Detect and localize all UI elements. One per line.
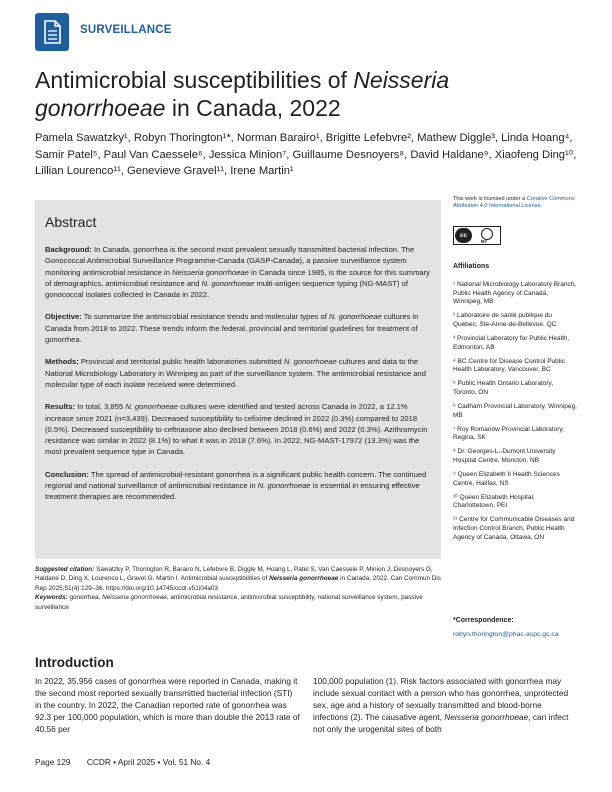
document-icon xyxy=(35,13,69,51)
page-number: Page 129 xyxy=(35,757,71,767)
by-label: BY xyxy=(481,239,488,244)
abstract-conclusion: Conclusion: The spread of antimicrobial-resistant gonorrhea is a significant public health concern. The continued regional and national surveillance of antimicrobial resistance in N. gonorrhoeae is essential in ensuring effective treatment therapies are recommended. xyxy=(45,469,427,502)
abstract-background: Background: In Canada, gonorrhea is the second most prevalent sexually transmitted bacterial infection. The Gonococcal Antimicrobial Surveillance Programme-Canada (GASP-Canada), a passive surveillance system monitoring antimicrobial resistance in Neisseria gonorrhoeae in Canada since 1985, is the source for this summary of demographics, antimicrobial resistance and N. gonorrhoeae multi-antigen sequence typing (NG-MAST) of gonococcal isolates collected in Canada in 2022. xyxy=(45,245,430,300)
affiliation-item: ⁸ Dr. Georges-L.-Dumont University Hospital Centre, Moncton, NB xyxy=(453,448,556,464)
author-list: Pamela Sawatzky¹, Robyn Thorington¹*, Norman Barairo¹, Brigitte Lefebvre², Mathew Diggle³, Linda Hoang⁴, Samir Patel⁵, Paul Van Caessele⁶, Jessica Minion⁷, Guillaume Desnoyers⁸, David Haldane⁹, Xiaofeng Ding¹⁰, Lillian Lourenco¹¹, Genevieve Gravel¹¹, Irene Martin¹ xyxy=(35,132,577,177)
affiliation-item: ³ Provincial Laboratory for Public Health, Edmonton, AB xyxy=(453,334,570,351)
correspondence-email-link[interactable]: robyn.thorington@phac-aspc.gc.ca xyxy=(453,631,559,638)
affiliations-heading: Affiliations xyxy=(453,263,490,270)
affiliations-list xyxy=(453,281,578,548)
journal-info: CCDR • April 2025 • Vol. 51 No. 4 xyxy=(86,757,211,767)
affiliation-item: ⁷ Roy Romanow Provincial Laboratory, Regina, SK xyxy=(453,425,564,442)
affiliation-item: ⁴ BC Centre for Disease Control Public Health Laboratory, Vancouver, BC xyxy=(453,357,565,374)
introduction-heading: Introduction xyxy=(35,655,114,670)
license-link[interactable]: Creative Commons Attribution 4.0 International License xyxy=(453,196,575,209)
license-notice: This work is licensed under a Creative Commons Attribution 4.0 International License. xyxy=(453,196,575,209)
affiliation-item: ¹⁰ Queen Elizabeth Hospital, Charlottetown, PEI xyxy=(453,493,535,510)
abstract-box xyxy=(35,200,441,559)
suggested-citation: Suggested citation: Sawatzky P, Thorington R, Barairo N, Lefebvre B, Diggle M, Hoang L, Patel S, Van Caessele P, Minion J, Desnoyers G, Haldane D, Ding X, Lourenco L, Gravel G, Martin I. Antimicrobial susceptibilities of Neisseria gonorrhoeae in Canada, 2022. Can Commun Dis Rep 2025;51(4):129–36. https://doi.org/10.14745/ccdr.v51i04a03 Keywords: gonorrhea, Neisseria gonorrhoeae, antimicrobial resistance, antimicrobial susceptibility, national surveillance system, passive surveillance xyxy=(35,566,442,611)
cc-by-badge[interactable] xyxy=(453,226,501,245)
cc-icon: cc xyxy=(455,228,472,243)
introduction-column-1: In 2022, 35,956 cases of gonorrhea were reported in Canada, making it the second most reported sexually transmitted bacterial infection (STI) in the country. In 2022, the Canadian reported rate of gonorrhea was 92.3 per 100,000 population, which is more than double the 2013 rate of 40.56 per xyxy=(35,676,300,734)
affiliation-item: ² Laboratoire de santé publique du Québec, Ste-Anne-de-Bellevue, QC xyxy=(453,312,557,328)
affiliation-item: ⁹ Queen Elizabeth II Health Sciences Centre, Halifax, NS xyxy=(453,471,560,487)
affiliation-item: ¹¹ Centre for Communicable Diseases and Infection Control Branch, Public Health Agency of Canada, Ottawa, ON xyxy=(453,516,575,541)
abstract-results: Results: In total, 3,855 N. gonorrhoeae cultures were identified and tested across Canada in 2022, a 12.1% increase since 2021 (n=3,439). Decreased susceptibility to cefixime declined in 2022 (0.3%) compared to 2018 (0.5%). Decreased susceptibility to ceftriaxone also declined between 2018 (0.6%) and 2022 (0.3%). Azithromycin resistance was similar in 2022 (8.1%) to what it was in 2018 (7.6%). In 2022, NG-MAST-17972 (13.3%) was the most prevalent sequence type in Canada. xyxy=(45,402,428,457)
abstract-methods: Methods: Provincial and territorial public health laboratories submitted N. gonorrhoeae cultures and data to the National Microbiology Laboratory in Winnipeg as part of the surveillance system. The antimicrobial resistance and molecular type of each isolate received were determined. xyxy=(45,357,426,389)
affiliation-item: ⁵ Public Health Ontario Laboratory, Toronto, ON xyxy=(453,380,554,396)
correspondence-heading: *Correspondence: xyxy=(453,617,514,624)
page-footer xyxy=(35,757,224,767)
abstract-objective: Objective: To summarize the antimicrobial resistance trends and molecular types of N. gonorrhoeae cultures in Canada from 2018 to 2022. These trends inform the federal, provincial and territorial guidelines for treatment of gonorrhea. xyxy=(45,312,419,345)
affiliation-item: ¹ National Microbiology Laboratory Branch, Public Health Agency of Canada, Winnipeg, MB xyxy=(453,281,577,306)
abstract-heading: Abstract xyxy=(45,214,97,230)
article-title: Antimicrobial susceptibilities of Neisseria gonorrhoeae in Canada, 2022 xyxy=(35,67,450,121)
introduction-column-2: 100,000 population (1). Risk factors associated with gonorrhea may include sexual contact with a person who has gonorrhea, unprotected sex, age and a history of sexually transmitted and blood-borne infections (2). The causative agent, Neisseria gonorrhoeae, can infect not only the urogenital sites of both xyxy=(313,676,569,734)
section-label: SURVEILLANCE xyxy=(80,24,172,36)
affiliation-item: ⁶ Cadham Provincial Laboratory, Winnipeg, MB xyxy=(453,403,577,419)
